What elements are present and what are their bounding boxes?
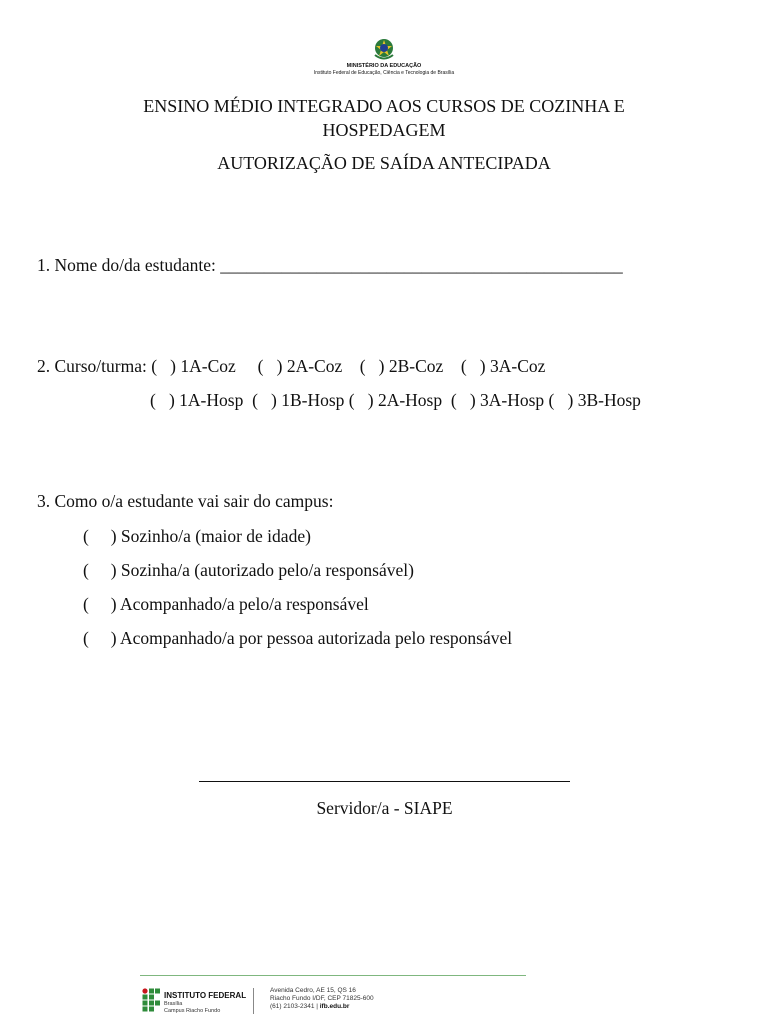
address-line-1: Avenida Cedro, AE 15, QS 16	[270, 987, 356, 994]
footer-city: Brasília	[164, 1001, 183, 1007]
institute-footer-name: INSTITUTO FEDERAL	[164, 991, 247, 1000]
signature-label: Servidor/a - SIAPE	[316, 798, 453, 818]
footer-vertical-divider	[253, 988, 254, 1014]
address-line-2: Riacho Fundo I/DF, CEP 71825-600	[270, 995, 374, 1002]
ministry-name: MINISTÉRIO DA EDUCAÇÃO	[346, 63, 422, 69]
signature-line	[199, 781, 570, 782]
instituto-federal-logo-icon	[142, 988, 160, 1012]
student-name-field: 1. Nome do/da estudante: ______________________________________________	[37, 255, 623, 275]
exit-mode-question: 3. Como o/a estudante vai sair do campus:	[37, 491, 334, 511]
brazil-coat-of-arms-icon	[373, 38, 395, 60]
exit-option-alone-authorized: ( ) Sozinha/a (autorizado pelo/a responsável)	[83, 560, 414, 580]
institute-name: Instituto Federal de Educação, Ciência e Tecnologia de Brasília	[313, 70, 455, 76]
title-line-2: HOSPEDAGEM	[322, 120, 446, 140]
exit-option-alone-adult: ( ) Sozinho/a (maior de idade)	[83, 526, 311, 546]
footer-address	[270, 987, 374, 1011]
footer-campus-name: Campus Riacho Fundo	[164, 1007, 221, 1014]
institute-footer-campus	[164, 1001, 220, 1014]
course-class-options-row-2: ( ) 1A-Hosp ( ) 1B-Hosp ( ) 2A-Hosp ( ) 3A-Hosp ( ) 3B-Hosp	[150, 390, 641, 410]
title-line-1: ENSINO MÉDIO INTEGRADO AOS CURSOS DE COZINHA E	[143, 96, 625, 116]
footer-divider	[140, 975, 526, 976]
website-link[interactable]: ifb.edu.br	[319, 1003, 350, 1010]
exit-option-with-guardian: ( ) Acompanhado/a pelo/a responsável	[83, 594, 369, 614]
document-subtitle: AUTORIZAÇÃO DE SAÍDA ANTECIPADA	[217, 153, 551, 173]
address-phone: (61) 2103-2341 |	[270, 1003, 320, 1010]
exit-option-with-authorized-person: ( ) Acompanhado/a por pessoa autorizada pelo responsável	[83, 628, 513, 648]
document-title	[90, 94, 678, 142]
course-class-options-row-1: 2. Curso/turma: ( ) 1A-Coz ( ) 2A-Coz ( ) 2B-Coz ( ) 3A-Coz	[37, 356, 546, 376]
